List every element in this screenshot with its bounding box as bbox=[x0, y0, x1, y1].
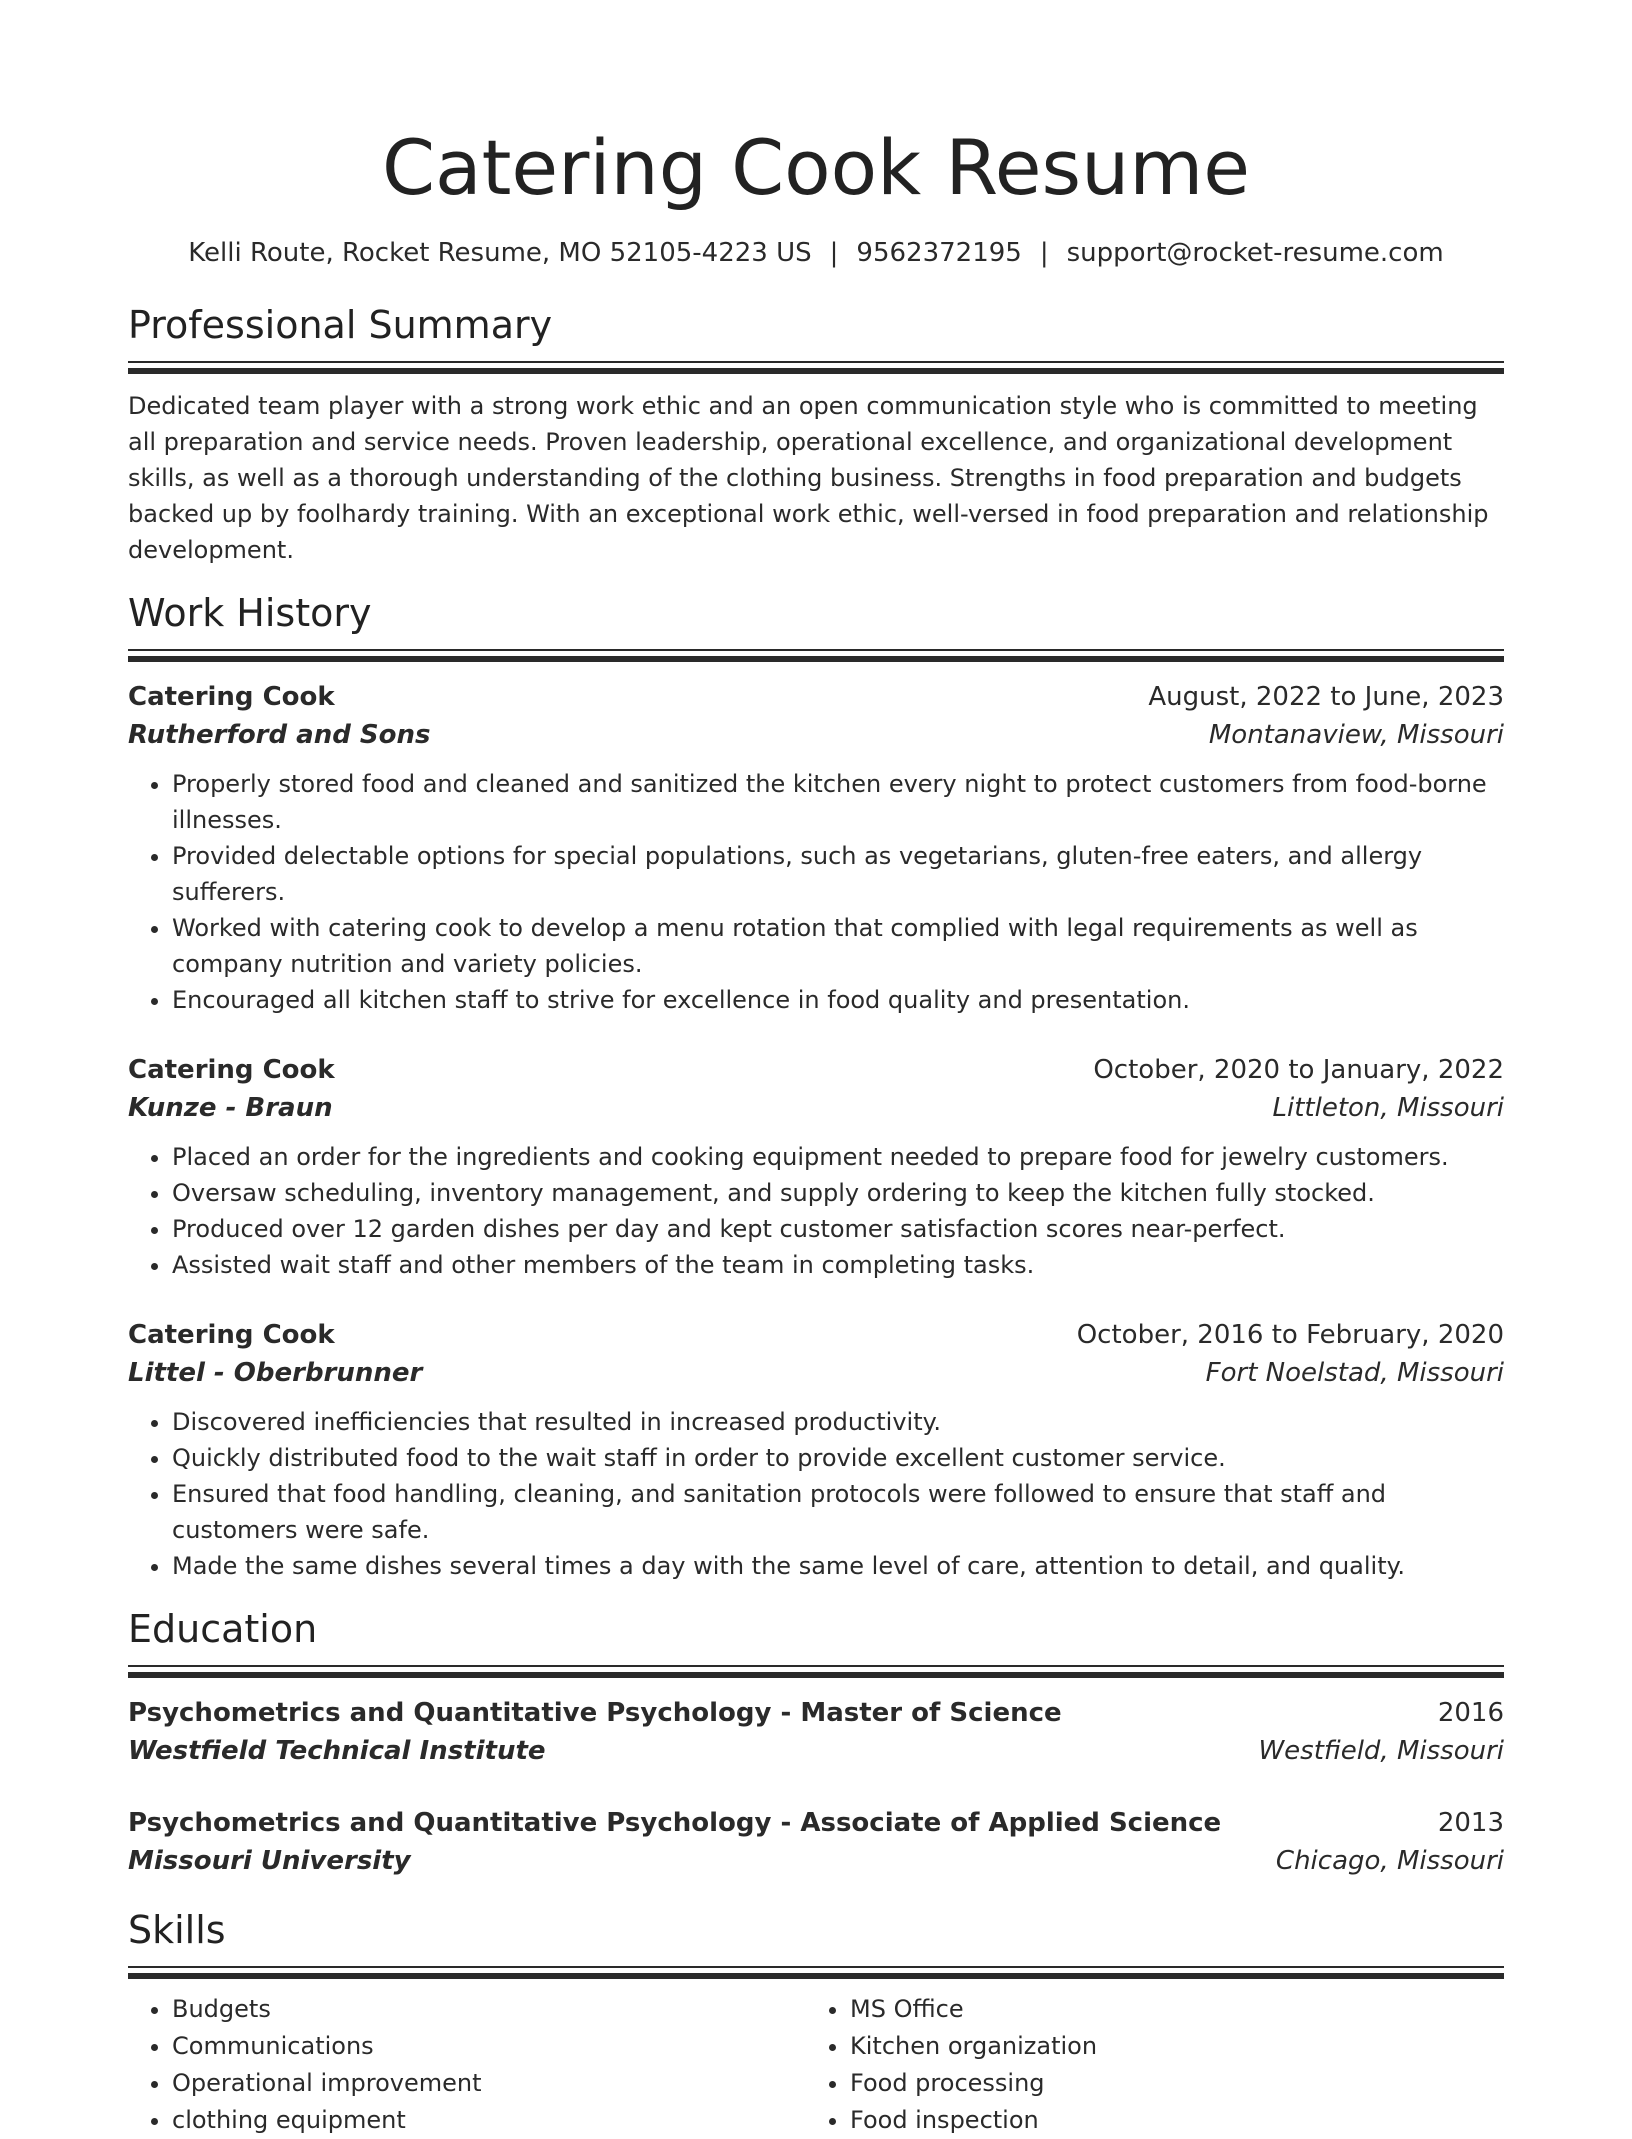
job-company: Rutherford and Sons bbox=[128, 720, 431, 750]
contact-phone: 9562372195 bbox=[856, 238, 1022, 268]
job-header bbox=[128, 1316, 1504, 1354]
job-dates: October, 2020 to January, 2022 bbox=[1093, 1055, 1504, 1085]
job-location: Montanaview, Missouri bbox=[1208, 720, 1504, 750]
skill-item: • Food processing bbox=[850, 2065, 1484, 2102]
skill-item: • Operational improvement bbox=[172, 2065, 806, 2102]
education-school: Westfield Technical Institute bbox=[128, 1736, 546, 1766]
skill-item: • Kitchen organization bbox=[850, 2028, 1484, 2065]
contact-separator: | bbox=[829, 238, 839, 268]
list-item: • Provided delectable options for special populations, such as vegetarians, gluten-free eaters, and allergy sufferers. bbox=[172, 838, 1504, 910]
job-location: Littleton, Missouri bbox=[1272, 1093, 1504, 1123]
skill-item: • MS Office bbox=[850, 1991, 1484, 2028]
education-year: 2016 bbox=[1437, 1698, 1504, 1728]
list-item: • Ensured that food handling, cleaning, and sanitation protocols were followed to ensure that staff and customers were safe. bbox=[172, 1476, 1504, 1548]
job-title: Catering Cook bbox=[128, 1055, 335, 1085]
work-heading: Work History bbox=[128, 591, 372, 635]
education-location: Westfield, Missouri bbox=[1258, 1736, 1504, 1766]
contact-address: Kelli Route, Rocket Resume, MO 52105-4223 US bbox=[188, 238, 812, 268]
list-item: • Quickly distributed food to the wait staff in order to provide excellent customer service. bbox=[172, 1440, 1504, 1476]
skills-heading: Skills bbox=[128, 1908, 226, 1952]
skills-section bbox=[128, 1906, 1504, 2139]
summary-heading: Professional Summary bbox=[128, 303, 553, 347]
skills-grid bbox=[128, 1991, 1504, 2139]
section-divider bbox=[128, 1966, 1504, 1979]
education-subheader bbox=[128, 1842, 1504, 1880]
contact-line bbox=[128, 236, 1504, 270]
education-header bbox=[128, 1694, 1504, 1732]
job-entry bbox=[128, 1316, 1504, 1584]
contact-separator: | bbox=[1039, 238, 1049, 268]
list-item: • Oversaw scheduling, inventory management, and supply ordering to keep the kitchen fully stocked. bbox=[172, 1175, 1504, 1211]
skill-item: • clothing equipment bbox=[172, 2102, 806, 2139]
education-subheader bbox=[128, 1732, 1504, 1770]
job-entry bbox=[128, 1051, 1504, 1283]
skills-list-right bbox=[806, 1991, 1484, 2139]
job-header bbox=[128, 678, 1504, 716]
job-subheader bbox=[128, 1354, 1504, 1392]
education-entry bbox=[128, 1694, 1504, 1770]
education-heading: Education bbox=[128, 1607, 318, 1651]
education-entry bbox=[128, 1804, 1504, 1880]
job-subheader bbox=[128, 716, 1504, 754]
summary-text: Dedicated team player with a strong work ethic and an open communication style who is committed to meeting all preparation and service needs. Proven leadership, operational excellence, and organizational development skills, as well as a thorough understanding of the clothing business. Strengths in food preparation and budgets backed up by foolhardy training. With an exceptional work ethic, well-versed in food preparation and relationship development. bbox=[128, 392, 1489, 564]
resume-page bbox=[128, 0, 1504, 2139]
job-entry bbox=[128, 678, 1504, 1018]
job-company: Littel - Oberbrunner bbox=[128, 1358, 423, 1388]
section-divider bbox=[128, 649, 1504, 662]
contact-email: support@rocket-resume.com bbox=[1066, 238, 1444, 268]
job-subheader bbox=[128, 1089, 1504, 1127]
section-divider bbox=[128, 361, 1504, 374]
job-company: Kunze - Braun bbox=[128, 1093, 333, 1123]
list-item: • Made the same dishes several times a day with the same level of care, attention to detail, and quality. bbox=[172, 1548, 1504, 1584]
job-dates: August, 2022 to June, 2023 bbox=[1148, 682, 1504, 712]
skills-list-left bbox=[128, 1991, 806, 2139]
education-year: 2013 bbox=[1437, 1808, 1504, 1838]
list-item: • Discovered inefficiencies that resulted in increased productivity. bbox=[172, 1404, 1504, 1440]
list-item: • Placed an order for the ingredients and cooking equipment needed to prepare food for jewelry customers. bbox=[172, 1139, 1504, 1175]
education-school: Missouri University bbox=[128, 1846, 411, 1876]
work-section bbox=[128, 589, 1504, 1584]
list-item: • Properly stored food and cleaned and sanitized the kitchen every night to protect customers from food-borne illnesses. bbox=[172, 766, 1504, 838]
job-bullets bbox=[128, 1404, 1504, 1584]
education-header bbox=[128, 1804, 1504, 1842]
job-location: Fort Noelstad, Missouri bbox=[1205, 1358, 1504, 1388]
skill-item: • Communications bbox=[172, 2028, 806, 2065]
job-bullets bbox=[128, 1139, 1504, 1283]
job-dates: October, 2016 to February, 2020 bbox=[1076, 1320, 1504, 1350]
education-degree: Psychometrics and Quantitative Psychology - Associate of Applied Science bbox=[128, 1808, 1222, 1838]
job-title: Catering Cook bbox=[128, 1320, 335, 1350]
education-degree: Psychometrics and Quantitative Psychology - Master of Science bbox=[128, 1698, 1062, 1728]
list-item: • Produced over 12 garden dishes per day and kept customer satisfaction scores near-perfect. bbox=[172, 1211, 1504, 1247]
skill-item: • Budgets bbox=[172, 1991, 806, 2028]
job-title: Catering Cook bbox=[128, 682, 335, 712]
section-divider bbox=[128, 1665, 1504, 1678]
list-item: • Worked with catering cook to develop a menu rotation that complied with legal requirements as well as company nutrition and variety policies. bbox=[172, 910, 1504, 982]
job-bullets bbox=[128, 766, 1504, 1018]
summary-section bbox=[128, 301, 1504, 568]
education-location: Chicago, Missouri bbox=[1275, 1846, 1504, 1876]
resume-title: Catering Cook Resume bbox=[381, 123, 1251, 212]
job-header bbox=[128, 1051, 1504, 1089]
education-section bbox=[128, 1605, 1504, 1880]
list-item: • Assisted wait staff and other members of the team in completing tasks. bbox=[172, 1247, 1504, 1283]
skill-item: • Food inspection bbox=[850, 2102, 1484, 2139]
list-item: • Encouraged all kitchen staff to strive for excellence in food quality and presentation. bbox=[172, 982, 1504, 1018]
